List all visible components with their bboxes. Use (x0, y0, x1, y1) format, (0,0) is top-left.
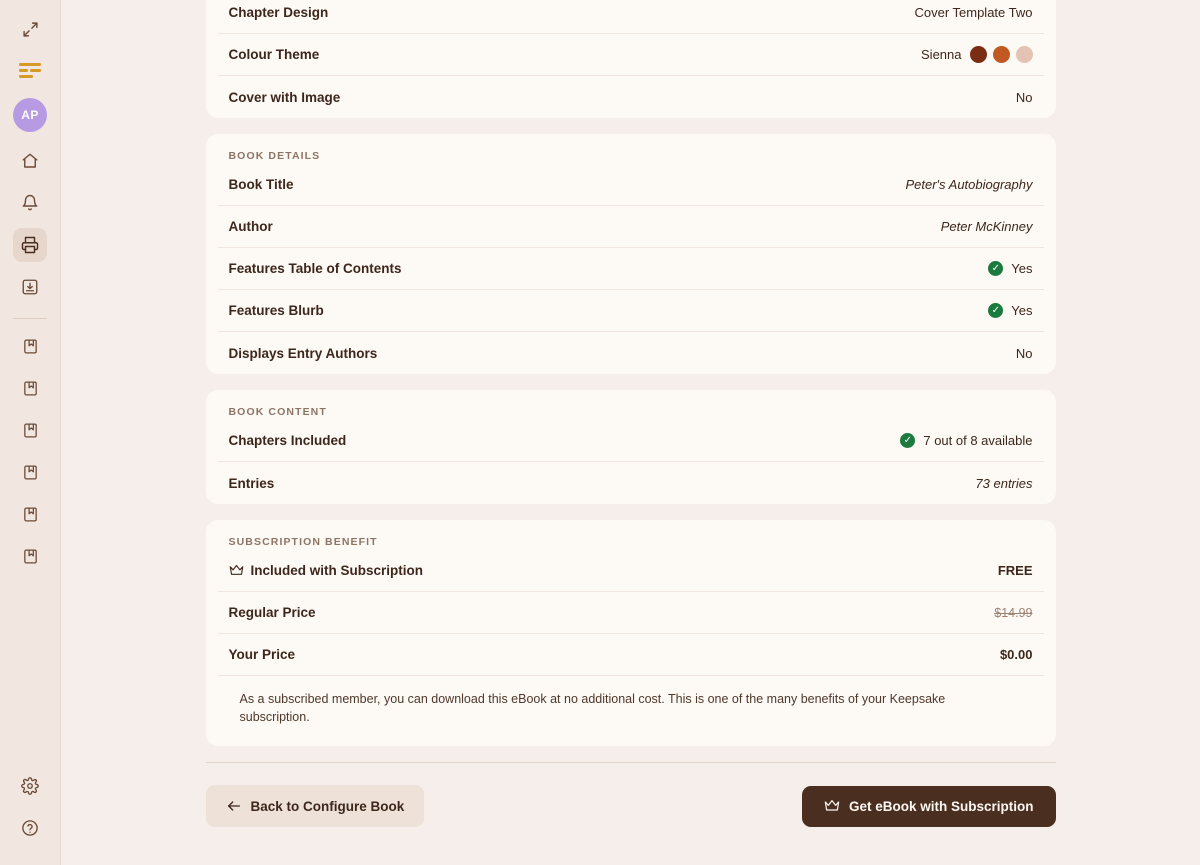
summary-content (61, 0, 1200, 851)
printer-icon[interactable] (13, 228, 47, 262)
row-displays-entry-authors (218, 332, 1044, 374)
brand-logo-icon[interactable] (13, 54, 47, 88)
help-circle-icon[interactable] (13, 811, 47, 845)
book-title-label: Book Title (228, 177, 294, 192)
settings-gear-icon[interactable] (13, 769, 47, 803)
book-icon-5[interactable] (13, 497, 47, 531)
row-your-price (218, 634, 1044, 676)
chapters-included-value-group (900, 433, 1032, 448)
check-circle-icon: ✓ (900, 433, 915, 448)
save-icon[interactable] (13, 270, 47, 304)
book-details-section-label: BOOK DETAILS (228, 150, 321, 162)
expand-icon[interactable] (13, 12, 47, 46)
row-chapters-included (218, 420, 1044, 462)
chapter-design-label: Chapter Design (228, 5, 329, 20)
features-toc-value: Yes (1011, 261, 1033, 276)
displays-entry-authors-value: No (1015, 345, 1033, 361)
subscription-note: As a subscribed member, you can download this eBook at no additional cost. This is one of the many benefits of your Keepsake subscription. (239, 692, 946, 725)
colour-theme-value: Sienna (921, 47, 962, 62)
row-entries (218, 462, 1044, 504)
get-ebook-with-subscription-button[interactable] (802, 786, 1056, 827)
book-content-card (206, 390, 1056, 504)
colour-theme-swatches (970, 46, 1033, 63)
back-button-label: Back to Configure Book (250, 798, 405, 814)
arrow-left-icon (226, 798, 242, 814)
entries-label: Entries (228, 475, 275, 491)
displays-entry-authors-label: Displays Entry Authors (228, 345, 378, 361)
features-blurb-label: Features Blurb (228, 303, 324, 318)
sidebar (0, 0, 61, 865)
row-book-title (218, 164, 1044, 206)
cover-with-image-label: Cover with Image (228, 89, 341, 105)
back-to-configure-book-button[interactable] (206, 785, 425, 827)
home-icon[interactable] (13, 144, 47, 178)
author-label: Author (228, 219, 273, 234)
check-circle-icon: ✓ (988, 261, 1003, 276)
swatch-3 (1016, 46, 1033, 63)
main-panel (61, 0, 1200, 865)
cover-with-image-value: No (1015, 89, 1033, 105)
row-features-blurb (218, 290, 1044, 332)
avatar-initials: AP (21, 108, 39, 122)
check-circle-icon: ✓ (988, 303, 1003, 318)
entries-value: 73 entries (975, 475, 1033, 491)
included-with-subscription-value: FREE (997, 563, 1033, 578)
summary-sheet (206, 0, 1056, 746)
book-icon-2[interactable] (13, 371, 47, 405)
regular-price-label: Regular Price (228, 605, 316, 620)
chapter-design-card (206, 0, 1056, 118)
your-price-label: Your Price (228, 647, 296, 662)
swatch-2 (993, 46, 1010, 63)
features-toc-label: Features Table of Contents (228, 261, 402, 276)
book-icon-6[interactable] (13, 539, 47, 573)
chapters-included-value: 7 out of 8 available (923, 433, 1033, 448)
chapters-included-label: Chapters Included (228, 433, 347, 448)
features-toc-value-group (988, 261, 1032, 276)
author-value: Peter McKinney (940, 219, 1033, 234)
avatar[interactable] (13, 98, 47, 132)
row-included-with-subscription (218, 550, 1044, 592)
row-cover-with-image (218, 76, 1044, 118)
row-colour-theme (218, 34, 1044, 76)
your-price-value: $0.00 (999, 647, 1033, 662)
book-content-section-label: BOOK CONTENT (228, 406, 327, 418)
book-icon-3[interactable] (13, 413, 47, 447)
swatch-1 (970, 46, 987, 63)
row-regular-price (218, 592, 1044, 634)
primary-button-label: Get eBook with Subscription (848, 798, 1034, 814)
subscription-benefit-section-label: SUBSCRIPTION BENEFIT (228, 536, 378, 548)
bell-icon[interactable] (13, 186, 47, 220)
colour-theme-label: Colour Theme (228, 47, 320, 62)
features-blurb-value-group (988, 303, 1032, 318)
book-details-card (206, 134, 1056, 374)
regular-price-value: $14.99 (994, 605, 1033, 620)
crown-icon (229, 564, 244, 577)
row-features-toc (218, 248, 1044, 290)
book-title-value: Peter's Autobiography (905, 177, 1033, 192)
footer-actions (206, 763, 1056, 851)
book-icon-1[interactable] (13, 329, 47, 363)
included-with-subscription-label-group (229, 563, 424, 578)
row-author (218, 206, 1044, 248)
row-chapter-design (218, 0, 1044, 34)
subscription-benefit-card (206, 520, 1056, 746)
included-with-subscription-label: Included with Subscription (250, 563, 424, 578)
features-blurb-value: Yes (1011, 303, 1033, 318)
sidebar-divider (13, 318, 47, 319)
book-icon-4[interactable] (13, 455, 47, 489)
chapter-design-value: Cover Template Two (914, 5, 1033, 20)
crown-icon (824, 799, 840, 813)
colour-theme-value-group (921, 46, 1032, 63)
